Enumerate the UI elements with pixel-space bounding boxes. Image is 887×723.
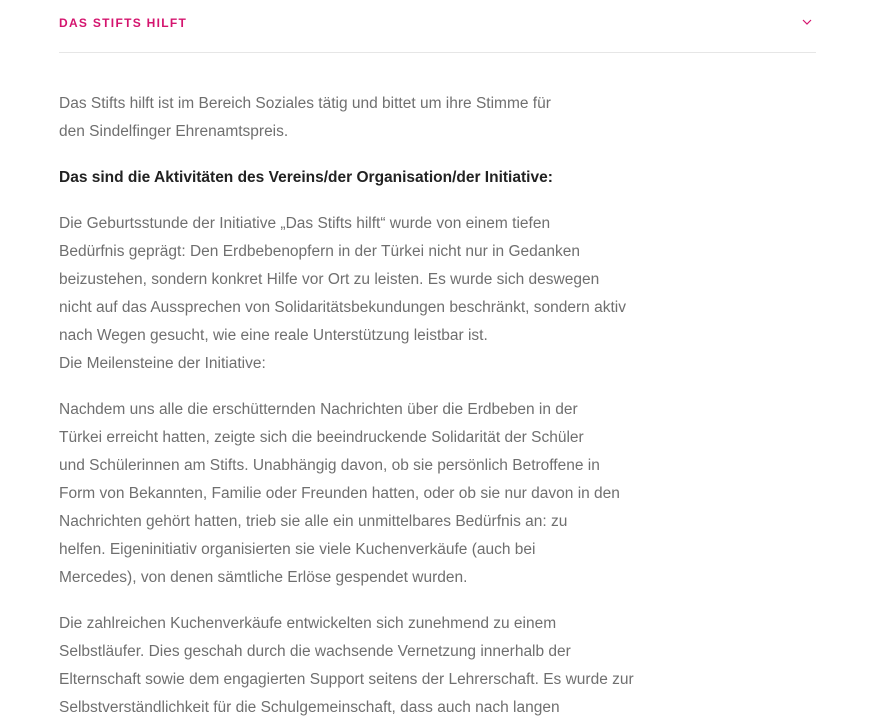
paragraph-solidarity [59,396,659,592]
text-line: Elternschaft sowie dem engagierten Support seitens der Lehrerschaft. Es wurde zur [59,671,634,688]
text-line: beizustehen, sondern konkret Hilfe vor Ort zu leisten. Es wurde sich deswegen [59,271,600,288]
text-line: Mercedes), von denen sämtliche Erlöse gespendet wurden. [59,569,468,586]
text-line: Selbstverständlichkeit für die Schulgemeinschaft, dass auch nach langen [59,699,560,716]
accordion-title: DAS STIFTS HILFT [59,16,188,30]
text-line: Form von Bekannten, Familie oder Freunden hatten, oder ob sie nur davon in den [59,485,620,502]
accordion-header[interactable] [59,0,816,53]
text-line: Selbstläufer. Dies geschah durch die wachsende Vernetzung innerhalb der [59,643,571,660]
text-line: den Sindelfinger Ehrenamtspreis. [59,123,289,140]
text-line: Bedürfnis geprägt: Den Erdbebenopfern in der Türkei nicht nur in Gedanken [59,243,581,260]
accordion-content [59,53,659,722]
text-line: Die Geburtsstunde der Initiative „Das Stifts hilft“ wurde von einem tiefen [59,215,551,232]
text-line: Nachdem uns alle die erschütternden Nachrichten über die Erdbeben in der [59,401,578,418]
text-line: nicht auf das Aussprechen von Solidaritätsbekundungen beschränkt, sondern aktiv [59,299,626,316]
text-line: und Schülerinnen am Stifts. Unabhängig davon, ob sie persönlich Betroffene in [59,457,600,474]
chevron-down-icon[interactable] [801,16,813,28]
text-line: Die zahlreichen Kuchenverkäufe entwickelten sich zunehmend zu einem [59,615,557,632]
text-line: nach Wegen gesucht, wie eine reale Unterstützung leistbar ist. [59,327,488,344]
activities-heading: Das sind die Aktivitäten des Vereins/der Organisation/der Initiative: [59,169,553,186]
text-line: Das Stifts hilft ist im Bereich Soziales tätig und bittet um ihre Stimme für [59,95,551,112]
paragraph-cake-sales [59,610,659,722]
intro-paragraph [59,90,659,146]
text-line: Nachrichten gehört hatten, trieb sie alle ein unmittelbares Bedürfnis an: zu [59,513,568,530]
text-line: helfen. Eigeninitiativ organisierten sie viele Kuchenverkäufe (auch bei [59,541,536,558]
paragraph-origin [59,210,659,378]
accordion-section [59,0,816,722]
text-line: Die Meilensteine der Initiative: [59,355,266,372]
text-line: Türkei erreicht hatten, zeigte sich die beeindruckende Solidarität der Schüler [59,429,584,446]
